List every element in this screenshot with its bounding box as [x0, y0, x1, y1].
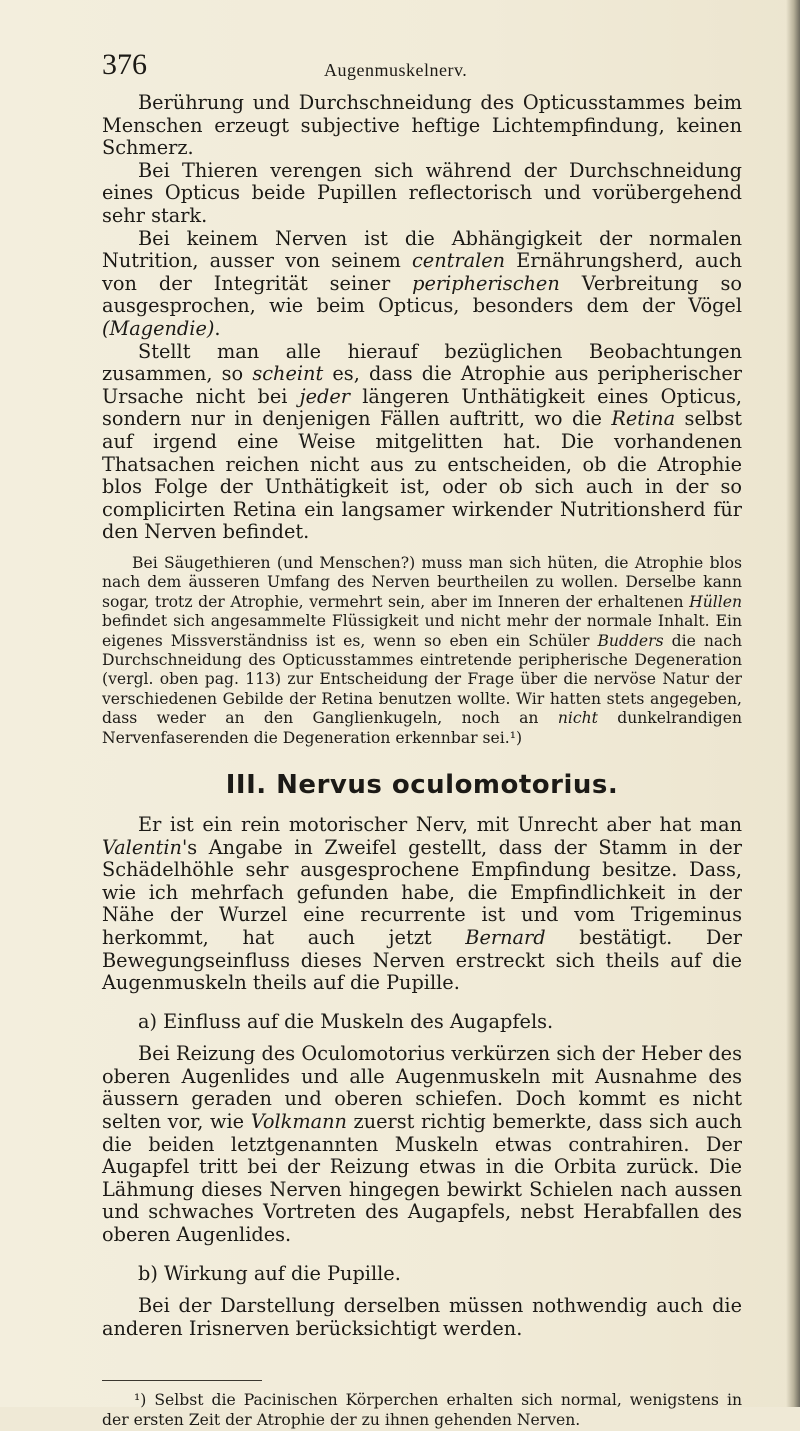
paragraph-motor-nerve: Er ist ein rein motorischer Nerv, mit Unrecht aber hat man Valentin's Angabe in Zweifel gestellt, dass der Stamm in der Schädelhöhle sehr ausgesprochene Empfindung besitze. Dass, wie ich mehrfach gefunden habe, die Empfindlichkeit in der Nähe der Wurzel eine recurrente ist und vom Trigeminus herkommt, hat auch jetzt Bernard bestätigt. Der Bewegungseinfluss dieses Nerven erstreckt sich theils auf die Augenmuskeln theils auf die Pupille.	[102, 812, 743, 995]
paragraph-atrophy: Stellt man alle hierauf bezüglichen Beobachtungen zusammen, so scheint es, dass die Atrophie aus peripherischer Ursache nicht bei jeder längeren Unthätigkeit eines Opticus, sondern nur in denjenigen Fällen auftritt, wo die Retina selbst auf irgend eine Weise mitgelitten hat. Die vorhandenen Thatsachen reichen nicht aus zu entscheiden, ob die Atrophie blos Folge der Unthätigkeit ist, oder ob sich auch in der so complicirten Retina ein langsamer wirkender Nutritionsherd für den Nerven befindet.	[102, 339, 743, 544]
subsection-heading-b: b) Wirkung auf die Pupille.	[138, 1261, 401, 1285]
paragraph-pupil: Bei der Darstellung derselben müssen nothwendig auch die anderen Irisnerven berücksichtigt werden.	[102, 1294, 742, 1340]
paragraph-muscles: Bei Reizung des Oculomotorius verkürzen sich der Heber des oberen Augenlides und alle Augenmuskeln mit Ausnahme des äussern geraden und oberen schiefen. Doch kommt es nicht selten vor, wie Volkmann zuerst richtig bemerkte, dass sich auch die beiden letztgenannten Muskeln etwas contrahiren. Der Augapfel tritt bei der Reizung etwas in die Orbita zurück. Die Lähmung dieses Nerven hingegen bewirkt Schielen nach aussen und schwaches Vortreten des Augapfels, nebst Herabfallen des oberen Augenlides.	[102, 1042, 742, 1247]
page-content	[102, 92, 742, 1431]
section-heading: III. Nervus oculomotorius.	[225, 769, 619, 800]
footnote-divider	[102, 1380, 262, 1381]
footnote	[102, 1391, 742, 1430]
paragraph-nutrition: Bei keinem Nerven ist die Abhängigkeit der normalen Nutrition, ausser von seinem centralen Ernährungsherd, auch von der Integrität seiner peripherischen Verbreitung so ausgesprochen, wie beim Opticus, besonders dem der Vögel (Magendie).	[102, 226, 742, 340]
paragraph-pupils: Bei Thieren verengen sich während der Durchschneidung eines Opticus beide Pupillen reflectorisch und vorübergehend sehr stark.	[102, 158, 742, 227]
small-print-note	[102, 554, 742, 748]
page-edge-shadow	[786, 0, 800, 1407]
subsection-heading-a: a) Einfluss auf die Muskeln des Augapfels.	[138, 1009, 554, 1033]
running-head: Augenmuskelnerv.	[324, 60, 468, 80]
opticus-paragraphs	[102, 92, 742, 544]
oculomotorius-section	[102, 814, 742, 1340]
paragraph-touch: Berührung und Durchschneidung des Opticusstammes beim Menschen erzeugt subjective heftige Lichtempfindung, keinen Schmerz.	[102, 91, 742, 160]
page-header	[102, 48, 742, 84]
footnote-text: ¹) Selbst die Pacinischen Körperchen erhalten sich normal, wenigstens in der ersten Zeit der Atrophie der zu ihnen gehenden Nerven.	[102, 1391, 742, 1429]
page-number: 376	[102, 48, 147, 81]
paragraph-small-print: Bei Säugethieren (und Menschen?) muss man sich hüten, die Atrophie blos nach dem äusseren Umfang des Nerven beurtheilen zu wollen. Derselbe kann sogar, trotz der Atrophie, vermehrt sein, aber im Inneren der erhaltenen Hüllen befindet sich angesammelte Flüssigkeit und nicht mehr der normale Inhalt. Ein eigenes Missverständniss ist es, wenn so eben ein Schüler Budders die nach Durchschneidung des Opticusstammes eintretende peripherische Degeneration (vergl. oben pag. 113) zur Entscheidung der Frage über die nervöse Natur der verschiedenen Gebilde der Retina benutzen wollte. Wir hatten stets angegeben, dass weder an den Ganglienkugeln, noch an nicht dunkelrandigen Nervenfaserenden die Degeneration erkennbar sei.¹)	[102, 553, 742, 747]
